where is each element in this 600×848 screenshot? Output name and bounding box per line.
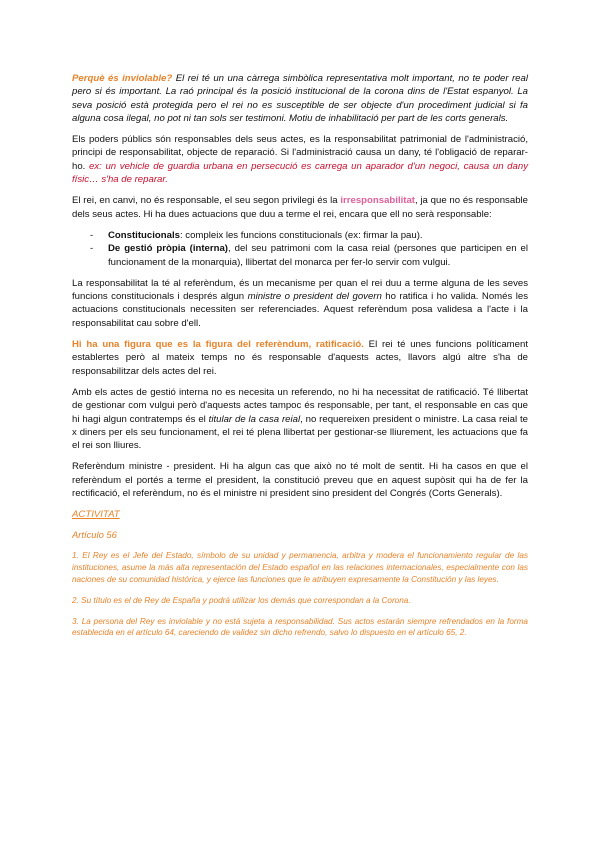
- article-paragraph: 1. El Rey es el Jefe del Estado, símbolo de su unidad y permanencia, arbitra y modera el funcionamiento regular de las instituciones, asume la más alta representación del Estado español en las relaciones internacionales, especialmente con las naciones de su comunidad histórica, y ejerce las funciones que le atribuyen expresamente la Constitución y las leyes.: [72, 551, 528, 584]
- paragraph-figura-referendum: [72, 338, 528, 378]
- figura-highlight: Hi ha una figura que es la figura del referèndum, ratificació.: [72, 339, 364, 351]
- question-inviolable: Perquè és inviolable?: [72, 73, 173, 84]
- actuacions-list: [72, 229, 528, 269]
- document-page: [72, 72, 528, 648]
- gestio-after: , no requereixen president o ministre. La casa reial te x diners per els seu funcionament, el rei té plena llibertat per gestionar-se lliurement, les actuacions que fa el rei son lliures.: [72, 413, 529, 452]
- dash-bullet: -: [90, 243, 94, 255]
- irresponsabilitat-highlight: irresponsabilitat: [340, 195, 415, 207]
- gestio-italic: titular de la casa reial: [208, 413, 301, 425]
- example-text: ex: un vehicle de guardia urbana en persecució es carrega un aparador d'un negoci, causa un dany físic… s'ha de reparar.: [72, 160, 528, 186]
- paragraph-inviolable: [72, 72, 528, 125]
- list-item-text: , del seu patrimoni com la casa reial (persones que participen en el funcionament de la monarquia), llibertat del monarca per fer-lo servir com vulgui.: [108, 243, 528, 268]
- gestio-before: Amb els actes de gestió interna no es necesita un referendo, no hi ha necessitat de ratificació. Té llibertat de gestionar com vulgui però d'aquests actes tampoc és responsable, per tant, el responsable en cas que hi hagi algun contratemps és el: [72, 386, 528, 425]
- article-title: Artículo 56: [72, 529, 117, 541]
- dash-bullet: -: [90, 229, 94, 241]
- article-paragraph: 2. Su título es el de Rey de España y podrá utilizar los demás que correspondan a la Corona.: [72, 595, 411, 605]
- irresponsabilitat-before: El rei, en canvi, no és responsable, el seu segon privilegi és la: [72, 195, 341, 207]
- inviolable-text: El rei té un una càrrega simbòlica representativa molt important, no te poder real pero si és important. La raó principal és la posició institucional de la corona dins de l'Estat espanyol. La seva posició està protegida pero el rei no es susceptible de ser objecte d'un procediment judicial si fa alguna cosa ilegal, no pot ni tan sols ser testimoni. Motiu de inhabilitació per part de les corts generals.: [72, 73, 528, 124]
- paragraph-gestio-interna: [72, 386, 528, 452]
- ministre-text: Referèndum ministre - president. Hi ha algun cas que això no té molt de sentit. Hi ha casos en que el referèndum el portés a terme el president, la constitució preveu que en aquest supòsit qui ha de fer la rectificació, el referèndum, no és el ministre ni president sino president del Congrés (Corts Generals).: [72, 461, 528, 500]
- referendum-italic: ministre o president del govern: [247, 291, 382, 303]
- paragraph-ministre-president: [72, 460, 528, 500]
- list-item-text: : compleix les funcions constitucionals (ex: firmar la pau).: [179, 229, 423, 241]
- figura-after: El rei té unes funcions políticament establertes però al mateix temps no és responsable d'aquests actes, llavors algú altre s'ha de responsabilitzar dels actes del rei.: [72, 339, 528, 377]
- irresponsabilitat-after: , ja que no és responsable dels seus actes. Hi ha dues actuacions que duu a terme el rei, encara que ell no serà responsable:: [72, 195, 528, 220]
- paragraph-responsabilitat-patrimonial: [72, 133, 528, 186]
- responsabilitat-text: Els poders públics són responsables dels seus actes, es la responsabilitat patrimonial de l'administració, principi de responsabilitat, objecte de reparació. Si l'administració causa un dany, té l'obligació de reparar-ho.: [72, 134, 528, 172]
- paragraph-irresponsabilitat: [72, 194, 528, 221]
- paragraph-referendum: [72, 277, 528, 330]
- list-item: [72, 242, 528, 269]
- article-paragraph: 3. La persona del Rey es inviolable y no está sujeta a responsabilidad. Sus actos estarán siempre refrendados en la forma establecida en el artículo 64, careciendo de validez sin dicho refrendo, salvo lo dispuesto en el artículo 65, 2.: [72, 616, 528, 638]
- list-item-term: De gestió pròpia (interna): [108, 243, 229, 255]
- referendum-before: La responsabilitat la té al referèndum, és un mecanisme per quan el rei duu a terme alguna de les seves funcions constitucionals i després algun: [72, 277, 528, 303]
- list-item-term: Constitucionals: [108, 229, 180, 241]
- referendum-after: ho ratifica i ho valida. Només les actuacions constitucionals necessiten ser referenciades. Aquest referèndum posa validesa a l'acte i la responsabilitat cau sobre d'ell.: [72, 291, 528, 329]
- list-item: [72, 229, 528, 242]
- activitat-heading: ACTIVITAT: [72, 509, 120, 521]
